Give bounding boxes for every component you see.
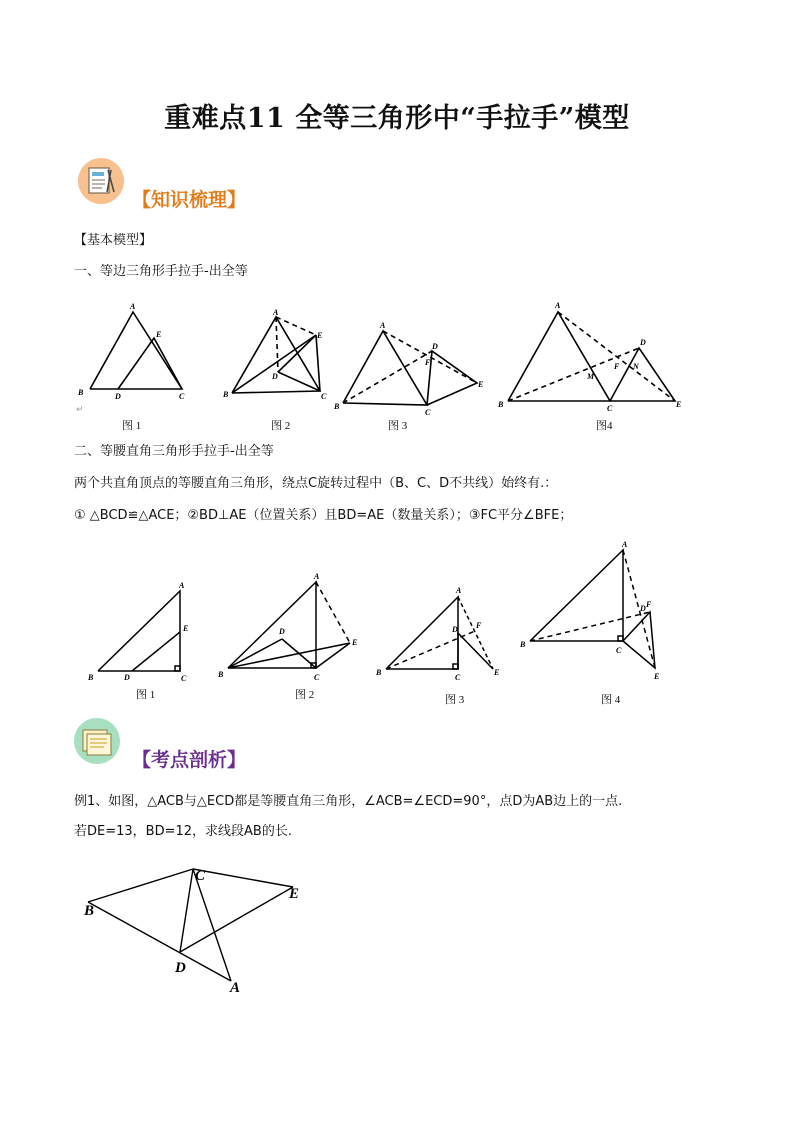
svg-text:F: F [614,362,620,371]
svg-text:B: B [334,402,340,411]
svg-text:B: B [78,388,84,397]
example-line2: 若DE=13，BD=12，求线段AB的长. [74,824,292,839]
svg-text:B: B [223,390,229,399]
label-c: C [195,868,206,884]
book-icon [78,158,124,204]
svg-text:C: C [314,673,320,682]
part2-line1: 两个共直角顶点的等腰直角三角形，绕点C旋转过程中（B、C、D不共线）始终有.： [74,476,558,491]
svg-text:C: C [616,646,622,655]
svg-text:C: C [321,392,327,401]
p2-caption-2: 图 2 [295,689,315,701]
svg-text:M: M [587,372,595,381]
example-figure [78,860,328,1000]
svg-text:E: E [478,380,484,389]
svg-text:A: A [456,586,462,595]
label-d: D [175,960,186,976]
page-title: 重难点11 全等三角形中“手拉手”模型 [164,103,630,134]
p1-caption-1: 图 1 [122,420,142,432]
svg-text:E: E [676,400,682,409]
svg-text:E: E [654,672,660,681]
svg-text:D: D [640,338,646,347]
svg-text:D: D [115,392,121,401]
svg-text:A: A [179,581,185,590]
svg-text:B: B [520,640,526,649]
svg-text:A: A [380,321,386,330]
svg-text:B: B [218,670,224,679]
svg-text:A: A [273,308,279,317]
svg-text:D: D [279,627,285,636]
svg-text:C: C [455,673,461,682]
svg-text:C: C [181,674,187,683]
svg-text:A: A [555,301,561,310]
svg-text:C: C [425,408,431,417]
label-b: B [84,903,95,919]
svg-text:D: D [452,625,458,634]
svg-text:D: D [432,342,438,351]
svg-text:F: F [425,358,431,367]
svg-text:B: B [88,673,94,682]
basic-model-label: 【基本模型】 [74,233,153,248]
section-knowledge-heading: 【知识梳理】 [132,189,247,211]
part2-line2: ① △BCD≌△ACE；②BD⊥AE（位置关系）且BD=AE（数量关系）；③FC平分∠BFE； [74,508,573,523]
svg-text:D: D [124,673,130,682]
p1-caption-2: 图 2 [271,420,291,432]
p2-caption-3: 图 3 [445,694,465,706]
svg-text:D: D [272,372,278,381]
isosceles-right-figures [80,535,690,685]
svg-text:B: B [376,668,382,677]
label-e: E [289,886,300,902]
notes-icon [74,718,120,764]
svg-text:E: E [183,624,189,633]
svg-text:F: F [476,621,482,630]
svg-text:E: E [317,331,323,340]
p1-caption-3: 图 3 [388,420,408,432]
example-line1: 例1、如图，△ACB与△ECD都是等腰直角三角形，∠ACB=∠ECD=90°，点D为AB边上的一点. [74,794,623,809]
p1-caption-4: 图4 [596,420,613,432]
svg-text:E: E [494,668,500,677]
part1-heading: 一、等边三角形手拉手-出全等 [74,264,248,279]
svg-text:N: N [633,362,639,371]
label-a: A [230,980,241,996]
svg-text:B: B [498,400,504,409]
svg-text:C: C [607,404,613,413]
part2-heading: 二、等腰直角三角形手拉手-出全等 [74,444,274,459]
svg-text:E: E [156,330,162,339]
svg-text:E: E [352,638,358,647]
p2-caption-4: 图 4 [601,694,621,706]
p2-caption-1: 图 1 [136,689,156,701]
svg-text:A: A [314,572,320,581]
svg-text:F: F [646,600,652,609]
svg-text:C: C [179,392,185,401]
svg-text:A: A [622,540,628,549]
section-analysis-heading: 【考点剖析】 [132,749,247,771]
svg-text:A: A [130,302,136,311]
svg-text:D: D [640,604,646,613]
